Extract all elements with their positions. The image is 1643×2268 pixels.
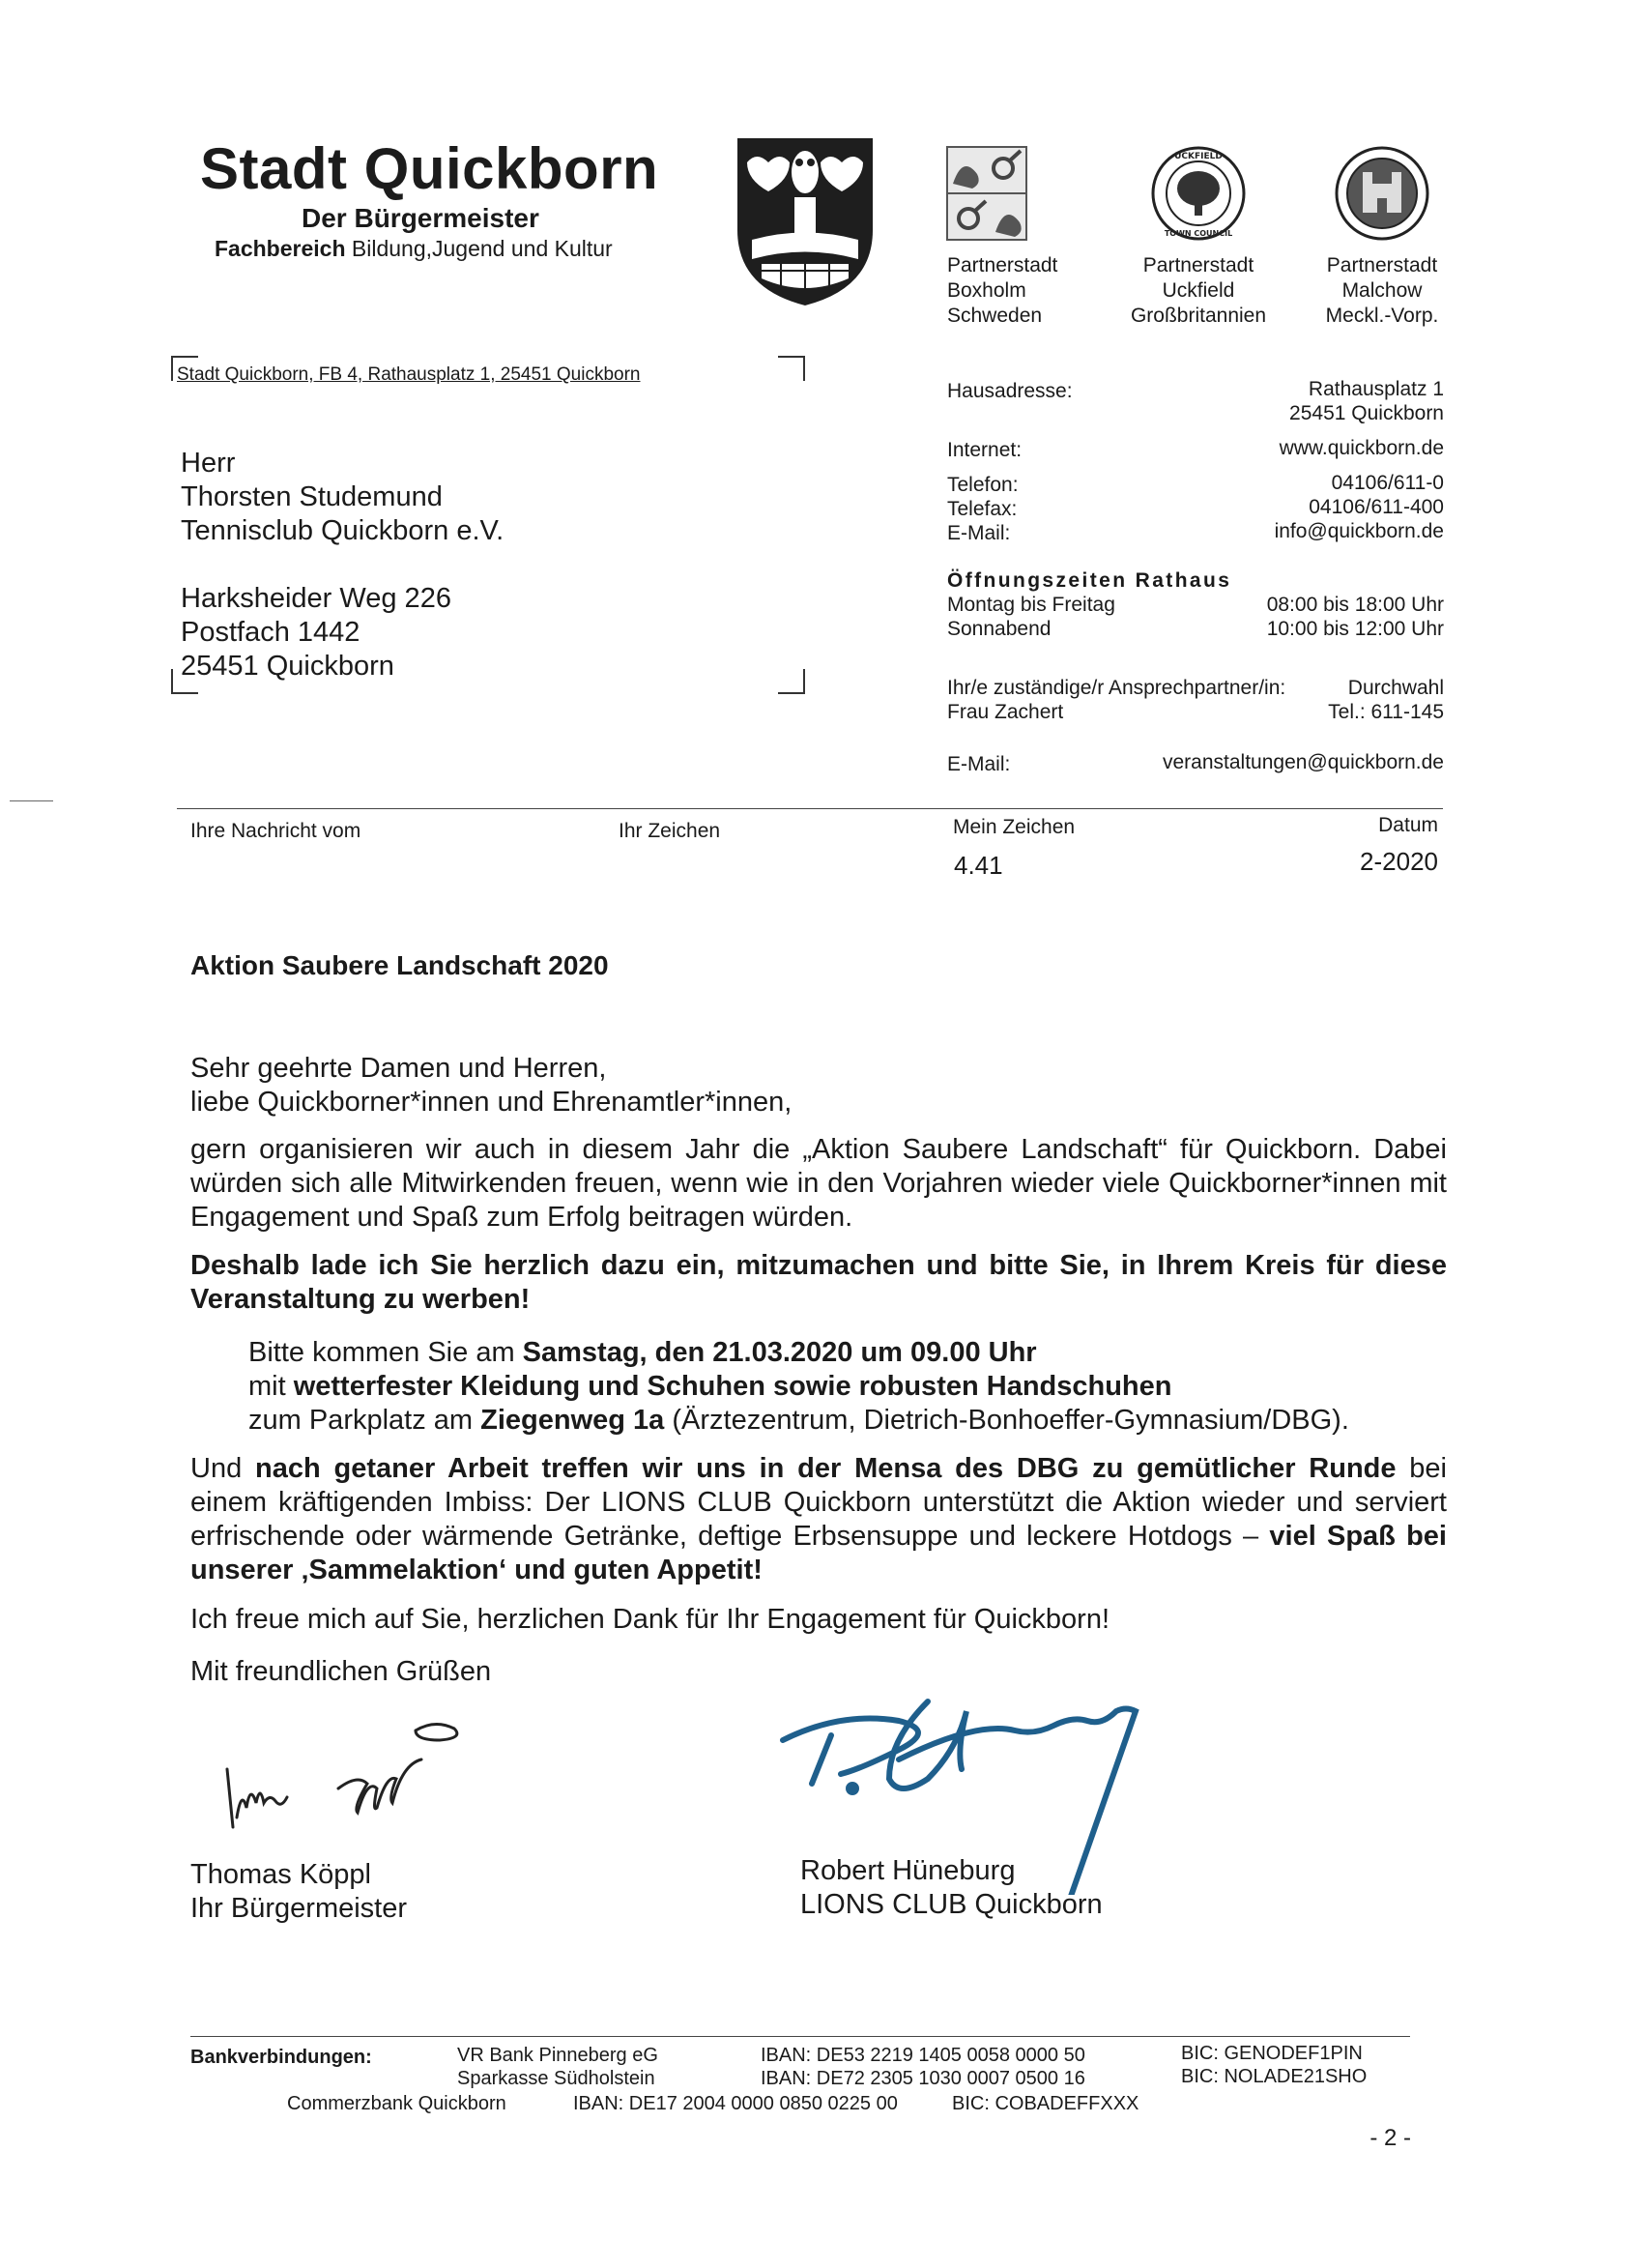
value-telefax: 04106/611-400 (1309, 496, 1444, 518)
ref-mein-zeichen: Mein Zeichen (953, 816, 1076, 838)
partner-city: Uckfield (1162, 279, 1235, 302)
invitation-date-prefix: Bitte kommen Sie am (248, 1337, 523, 1368)
partner-label: Partnerstadt (1326, 254, 1438, 276)
paragraph-invitation: Deshalb lade ich Sie herzlich dazu ein, mitzumachen und bitte Sie, in Ihrem Kreis für diese Veranstaltung zu werben! (190, 1250, 1447, 1315)
recipient-postbox: Postfach 1442 (181, 617, 360, 648)
department (215, 236, 613, 262)
salutation (190, 1052, 1447, 1119)
ref-mein-zeichen-value: 4.41 (954, 851, 1003, 880)
partner-city: Boxholm (947, 279, 1026, 302)
recipient-block (181, 447, 504, 548)
salutation-line-1: Sehr geehrte Damen und Herren, (190, 1053, 607, 1084)
hours-weekday-value: 08:00 bis 18:00 Uhr (1266, 594, 1444, 616)
signatory-lions-name: Robert Hüneburg (800, 1855, 1016, 1886)
hausadresse-street: Rathausplatz 1 (1308, 378, 1444, 400)
partner-label: Partnerstadt (1142, 254, 1254, 276)
label-hausadresse: Hausadresse: (947, 380, 1073, 402)
invitation-details (248, 1336, 1349, 1438)
quickborn-coat-of-arms-icon (733, 133, 878, 307)
footer-bank-3: Commerzbank Quickborn (287, 2093, 506, 2114)
label-telefon: Telefon: (947, 474, 1019, 496)
footer-bic-3: BIC: COBADEFFXXX (952, 2093, 1139, 2114)
contact-label: Ihr/e zuständige/r Ansprechpartner/in: (947, 677, 1286, 699)
signatory-lions (800, 1854, 1103, 1922)
recipient-city: 25451 Quickborn (181, 651, 394, 682)
ref-datum-value: 2-2020 (1360, 847, 1438, 876)
invitation-location: Ziegenweg 1a (480, 1405, 665, 1436)
hours-saturday-label: Sonnabend (947, 618, 1052, 640)
footer-ibans (761, 2044, 1085, 2090)
footer-bank-1: VR Bank Pinneberg eG (457, 2045, 658, 2066)
signatory-lions-role: LIONS CLUB Quickborn (800, 1889, 1103, 1920)
return-address: Stadt Quickborn, FB 4, Rathausplatz 1, 25451 Quickborn (177, 364, 641, 385)
partner-uckfield (1111, 253, 1285, 329)
contact-person (947, 676, 1285, 724)
label-telefax: Telefax: (947, 498, 1018, 520)
partner-boxholm (947, 253, 1057, 329)
footer-divider (190, 2036, 1410, 2037)
boxholm-crest-icon (945, 145, 1028, 242)
footer-bics (1181, 2042, 1367, 2088)
hours-saturday-value: 10:00 bis 12:00 Uhr (1266, 618, 1444, 640)
footer-bank-2: Sparkasse Südholstein (457, 2068, 655, 2089)
footer-bic-1: BIC: GENODEF1PIN (1181, 2043, 1363, 2064)
label-internet: Internet: (947, 439, 1023, 461)
partner-country: Schweden (947, 305, 1043, 327)
footer-bank-label: Bankverbindungen: (190, 2047, 372, 2068)
opening-hours-labels (947, 593, 1115, 641)
signatory-mayor-role: Ihr Bürgermeister (190, 1893, 408, 1924)
contact-dialing (1328, 676, 1444, 724)
footer-bic-2: BIC: NOLADE21SHO (1181, 2066, 1368, 2087)
ref-datum: Datum (1378, 814, 1438, 836)
label-email: E-Mail: (947, 522, 1011, 544)
contact-email: veranstaltungen@quickborn.de (1162, 751, 1444, 773)
opening-hours-values (1267, 593, 1444, 641)
invitation-location-detail: (Ärztezentrum, Dietrich-Bonhoeffer-Gymnasium/DBG). (664, 1405, 1349, 1436)
recipient-address (181, 582, 451, 683)
ref-ihr-zeichen: Ihr Zeichen (619, 820, 721, 842)
window-corner-br (778, 669, 805, 694)
city-name: Stadt Quickborn (200, 136, 659, 201)
recipient-organization: Tennisclub Quickborn e.V. (181, 515, 504, 546)
contact-values (1275, 471, 1444, 543)
ref-ihre-nachricht: Ihre Nachricht vom (190, 820, 361, 842)
partner-label: Partnerstadt (947, 254, 1058, 276)
invitation-clothing-prefix: mit (248, 1371, 294, 1402)
invitation-date-line (248, 1336, 1349, 1370)
svg-text:TOWN COUNCIL: TOWN COUNCIL (1164, 229, 1233, 238)
recipient-name: Thorsten Studemund (181, 481, 443, 512)
partner-country: Meckl.-Vorp. (1325, 305, 1439, 327)
hausadresse-city: 25451 Quickborn (1289, 402, 1444, 424)
value-email: info@quickborn.de (1274, 520, 1444, 542)
page-number: - 2 - (1369, 2125, 1411, 2151)
footer-bank-names (457, 2044, 658, 2090)
fold-mark (10, 800, 53, 801)
recipient-street: Harksheider Weg 226 (181, 583, 451, 614)
value-telefon: 04106/611-0 (1331, 472, 1444, 494)
footer-iban-3: IBAN: DE17 2004 0000 0850 0225 00 (573, 2093, 898, 2114)
department-value: Bildung,Jugend und Kultur (345, 236, 613, 261)
contact-name: Frau Zachert (947, 701, 1064, 723)
value-internet: www.quickborn.de (1279, 437, 1444, 459)
after-work-lions: bei einem kräftigenden Imbiss: Der LIONS CLUB Quickborn unterstützt die Aktion wieder und serviert erfrischende oder wärmende Getränke, deftige Erbsensuppe und leckere Hotdogs – (190, 1453, 1447, 1552)
svg-text:UCKFIELD: UCKFIELD (1174, 152, 1223, 161)
salutation-line-2: liebe Quickborner*innen und Ehrenamtler*innen, (190, 1087, 793, 1118)
uckfield-seal-icon (1150, 145, 1247, 242)
window-corner-tr (778, 356, 805, 381)
partner-malchow (1305, 253, 1459, 329)
footer-iban-2: IBAN: DE72 2305 1030 0007 0500 16 (761, 2068, 1085, 2089)
invitation-clothing-line (248, 1370, 1349, 1404)
mayor-title: Der Bürgermeister (302, 203, 539, 233)
footer-iban-1: IBAN: DE53 2219 1405 0058 0000 50 (761, 2045, 1085, 2066)
contact-phone: Tel.: 611-145 (1328, 701, 1444, 723)
partner-country: Großbritannien (1130, 305, 1267, 327)
invitation-date: Samstag, den 21.03.2020 um 09.00 Uhr (522, 1337, 1037, 1368)
invitation-clothing: wetterfester Kleidung und Schuhen sowie robusten Handschuhen (293, 1371, 1172, 1402)
paragraph-intro: gern organisieren wir auch in diesem Jahr die „Aktion Saubere Landschaft“ für Quickborn. Dabei würden sich alle Mitwirkenden freuen, wenn wie in den Vorjahren wieder viele Quickborner*innen mit Engagement und Spaß zum Erfolg beitragen würden. (190, 1134, 1447, 1233)
signatory-mayor (190, 1858, 407, 1926)
signatory-mayor-name: Thomas Köppl (190, 1859, 371, 1890)
letter-subject: Aktion Saubere Landschaft 2020 (190, 950, 609, 980)
signature-koeppl-icon (208, 1711, 478, 1837)
paragraph-thanks: Ich freue mich auf Sie, herzlichen Dank für Ihr Engagement für Quickborn! (190, 1604, 1110, 1635)
paragraph-after-work (190, 1452, 1447, 1587)
after-work-meeting: nach getaner Arbeit treffen wir uns in der Mensa des DBG zu gemütlicher Runde (255, 1453, 1397, 1484)
closing-greeting: Mit freundlichen Grüßen (190, 1656, 492, 1687)
invitation-location-line (248, 1404, 1349, 1438)
contact-dw-label: Durchwahl (1347, 677, 1444, 699)
invitation-location-prefix: zum Parkplatz am (248, 1405, 481, 1436)
contact-email-label: E-Mail: (947, 753, 1011, 775)
partner-city: Malchow (1341, 279, 1423, 302)
after-work-prefix: Und (190, 1453, 255, 1484)
value-hausadresse (1289, 377, 1444, 425)
opening-hours-title: Öffnungszeiten Rathaus (947, 569, 1232, 592)
recipient-salutation: Herr (181, 448, 236, 479)
malchow-seal-icon (1334, 145, 1430, 242)
after-work-closing: viel Spaß bei unserer ‚Sammelaktion‘ und guten Appetit! (190, 1521, 1447, 1585)
contact-labels (947, 473, 1019, 545)
department-label: Fachbereich (215, 236, 346, 261)
reference-divider (177, 808, 1443, 809)
hours-weekday-label: Montag bis Freitag (947, 594, 1115, 616)
